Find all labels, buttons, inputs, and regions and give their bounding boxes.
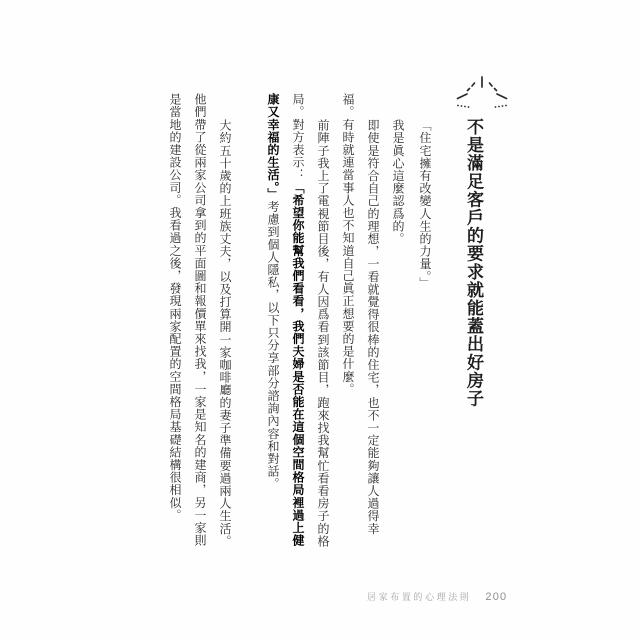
text-run: 大約五十歲的上班族丈夫，以及打算開一家咖啡廳的妻子準備要過兩人生活。 [218,119,232,548]
text-run: 即使是符合自己的理想，一看就覺得很棒的住宅，也不一定能夠讓人過得幸 [366,119,380,535]
text-run: 是當地的建設公司。我看過之後，發現兩家配置的空間格局基礎結構很相似。 [168,93,182,522]
text-run: 福。有時就連當事人也不知道自己眞正想要的是什麼。 [341,93,355,396]
text-run: 考慮到個人隱私，以下只分享部分諮詢內容和對話。 [266,200,280,491]
page-footer [367,590,507,603]
text-run: 局。對方表示： [291,93,305,182]
text-run: 前陣子我上了電視節目後，有人因爲看到該節目，跑來找我幫忙看看房子的格 [316,119,330,548]
text-column-8 [217,119,233,547]
text-column-9 [192,93,208,547]
text-column-7 [265,93,281,490]
text-run-bold: 康又幸福的生活。」 [266,93,280,201]
text-column-5 [315,119,331,547]
text-run: 「住宅擁有改變人生的力量。」 [418,119,432,290]
text-column-10 [167,93,183,521]
sparkle-burst-icon [456,75,508,111]
text-run: 我是眞心這麼認爲的。 [391,119,405,245]
text-column-4 [340,93,356,395]
text-column-2 [390,119,406,245]
text-column-3 [365,119,381,535]
text-run: 他們帶了從兩家公司拿到的平面圖和報價單來找我，一家是知名的建商，另一家則 [193,93,207,547]
footer-page-number: 200 [485,591,508,603]
text-column-6 [290,93,306,547]
text-run-bold: 「希望你能幫我們看看，我們夫婦是否能在這個空間格局裡過上健 [291,181,305,547]
footer-chapter-title: 居家布置的心理法則 [367,592,472,602]
chapter-title: 不是滿足客戶的要求就能蓋出好房子 [464,118,483,408]
text-column-1 [417,119,433,289]
